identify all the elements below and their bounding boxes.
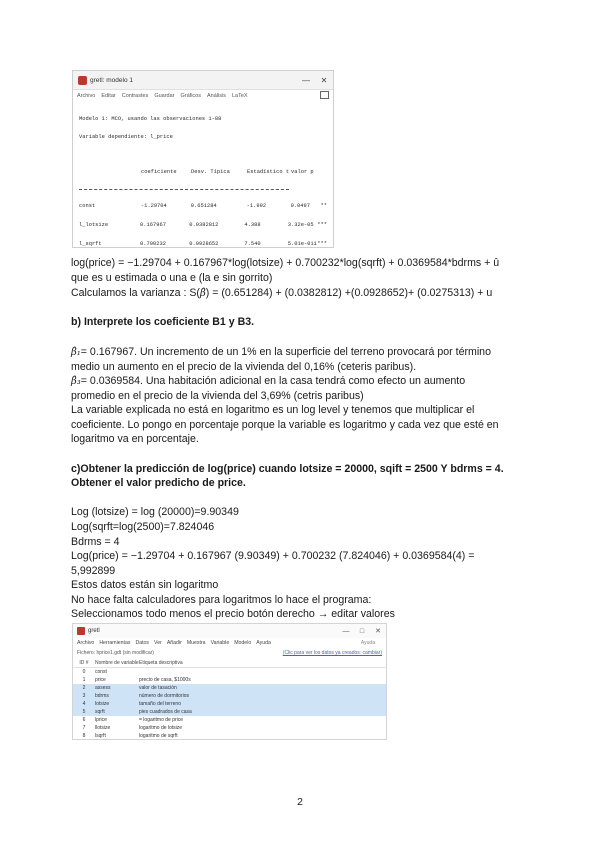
col-header: Desv. Típica <box>191 168 230 175</box>
menu-item[interactable]: Datos <box>135 640 150 646</box>
data-path-bar <box>73 648 386 658</box>
model-line: Modelo 1: MCO, usando las observaciones 1-88 <box>79 115 222 122</box>
gretl-data-window <box>72 623 387 740</box>
separator-line <box>79 189 289 190</box>
variable-list-header <box>73 658 386 668</box>
equation-note: que es u estimada o una e (la e sin gorrito) <box>71 272 273 284</box>
calc-line: Log(sqrft=log(2500)=7.824046 <box>71 521 215 533</box>
page-number: 2 <box>297 796 303 808</box>
gretl-window-title: gretl: modelo 1 <box>90 76 133 84</box>
menu-item[interactable]: Muestra <box>186 640 206 646</box>
beta1-symbol: β̂₁ <box>71 347 81 358</box>
calc-line: Estos datos están sin logaritmo <box>71 579 219 591</box>
col-header: valor p <box>291 168 314 175</box>
calc-line: Log (lotsize) = log (20000)=9.90349 <box>71 506 239 518</box>
variable-row[interactable]: 7 llotsize logaritmo de lotsize <box>82 725 183 731</box>
file-path: Fichero: hprice1.gdt (sin modificar) <box>77 650 154 656</box>
col-header: coeficiente <box>141 168 177 175</box>
heading-c-2: Obtener el valor predicho de price. <box>71 477 246 489</box>
variable-row[interactable]: 8 lsqrft logaritmo de sqrft <box>82 733 178 739</box>
gretl-title-bar <box>73 71 333 90</box>
menu-item[interactable]: Modelo <box>234 640 252 646</box>
calc-line: Bdrms = 4 <box>71 536 120 548</box>
variable-row-selected[interactable]: 3 bdrms número de dormitorios <box>73 692 386 700</box>
beta-hat-symbol: β̂ <box>199 288 206 299</box>
explanation-line: coeficiente. Lo pongo en porcentaje porque la variable es logaritmo y cada vez que esté en <box>71 419 499 431</box>
close-icon[interactable]: ✕ <box>320 75 328 85</box>
variable-row-selected[interactable]: 4 lotsize tamaño del terreno <box>73 700 386 708</box>
col-header[interactable]: Etiqueta descriptiva <box>139 659 183 666</box>
gretl-model-window <box>72 70 334 248</box>
gretl-menu-bar <box>73 90 333 101</box>
minimize-icon[interactable]: — <box>342 627 350 635</box>
gretl-app-icon <box>77 627 85 635</box>
menu-item[interactable]: Gráficos <box>180 92 201 99</box>
menu-item[interactable]: Ver <box>154 640 162 646</box>
close-icon[interactable]: ✕ <box>375 628 381 635</box>
calc-line: No hace falta calculadores para logaritmos lo hace el programa: <box>71 594 372 606</box>
variable-row-selected[interactable]: 5 sqrft pies cuadrados de casa <box>73 708 386 716</box>
menu-item[interactable]: Archivo <box>77 640 95 646</box>
depvar-line: Variable dependiente: l_price <box>79 134 173 141</box>
variable-row[interactable]: 0 const <box>82 669 107 675</box>
heading-c: c)Obtener la predicción de log(price) cuando lotsize = 20000, sqift = 2500 Y bdrms = 4. <box>71 463 504 475</box>
beta3-line: β̂₃= 0.0369584. Una habitación adicional en la casa tendrá como efecto un aumento <box>71 375 466 387</box>
menu-item[interactable]: Editar <box>101 92 116 99</box>
col-header[interactable]: ID # <box>79 659 89 666</box>
menu-item[interactable]: Añadir <box>166 640 182 646</box>
beta1-line-2: medio un aumento en el precio de la vivienda del 0,16% (ceteris paribus). <box>71 361 417 373</box>
gretl-app-icon <box>78 76 87 85</box>
menu-item[interactable]: Archivo <box>77 92 96 99</box>
variable-row[interactable]: 1 price precio de casa, $1000s <box>82 677 191 683</box>
menu-item[interactable]: Contrastes <box>121 92 149 99</box>
beta1-line: β̂₁= 0.167967. Un incremento de un 1% en la superficie del terreno provocará por término <box>71 346 491 358</box>
data-link[interactable]: (Clic para ver los datos ya creados: cambiar) <box>282 650 382 656</box>
equation-line: log(price) = −1.29704 + 0.167967*log(lotsize) + 0.700232*log(sqrft) + 0.0369584*bdrms + û <box>71 257 500 269</box>
coef-row: const -1.29704 0.651284 -1.992 0.0497 ** <box>79 203 327 210</box>
menu-item[interactable]: Análisis <box>207 92 226 99</box>
variable-list <box>73 668 386 740</box>
explanation-line: logaritmo va en porcentaje. <box>71 433 199 445</box>
gretl-output <box>73 101 333 248</box>
menu-item[interactable]: Guardar <box>154 92 175 99</box>
help-link[interactable]: Ayuda <box>360 640 375 646</box>
data-title-bar <box>73 624 386 638</box>
variable-row[interactable]: 6 lprice = logaritmo de price <box>82 717 184 723</box>
variable-row-selected[interactable]: 2 assess valor de tasación <box>73 684 386 692</box>
beta3-symbol: β̂₃ <box>71 376 81 387</box>
print-icon[interactable] <box>320 91 329 99</box>
calc-line: Log(price) = −1.29704 + 0.167967 (9.90349) + 0.700232 (7.824046) + 0.0369584(4) = <box>71 550 475 562</box>
coef-row: l_sqrft 0.700232 0.0928652 7.540 5.01e-011 *** <box>79 241 327 248</box>
coef-row: l_lotsize 0.167967 0.0382812 4.388 3.32e-05 *** <box>79 222 327 229</box>
menu-item[interactable]: Variable <box>210 640 230 646</box>
maximize-icon[interactable]: □ <box>359 627 365 635</box>
data-window-title: gretl <box>88 628 100 634</box>
menu-item[interactable]: LaTeX <box>231 92 248 99</box>
menu-item[interactable]: Herramientas <box>99 640 131 646</box>
variance-line: Calculamos la varianza : S(β̂) = (0.651284) + (0.0382812) +(0.0928652)+ (0.0275313) + u <box>71 287 493 299</box>
coef-header-row <box>79 169 327 175</box>
explanation-line: La variable explicada no está en logaritmo es un log level y tenemos que multiplicar el <box>71 404 475 416</box>
col-header[interactable]: Nombre de variable <box>95 659 139 666</box>
heading-b: b) Interprete los coeficiente B1 y B3. <box>71 316 255 328</box>
calc-line: 5,992899 <box>71 565 116 577</box>
data-menu-bar <box>73 638 386 648</box>
minimize-icon[interactable]: — <box>302 75 310 85</box>
beta3-line-2: promedio en el precio de la vivienda del 3,69% (cetris paribus) <box>71 390 364 402</box>
calc-line: Seleccionamos todo menos el precio botón derecho → editar valores <box>71 608 395 620</box>
col-header: Estadístico t <box>247 168 290 175</box>
menu-item[interactable]: Ayuda <box>256 640 271 646</box>
